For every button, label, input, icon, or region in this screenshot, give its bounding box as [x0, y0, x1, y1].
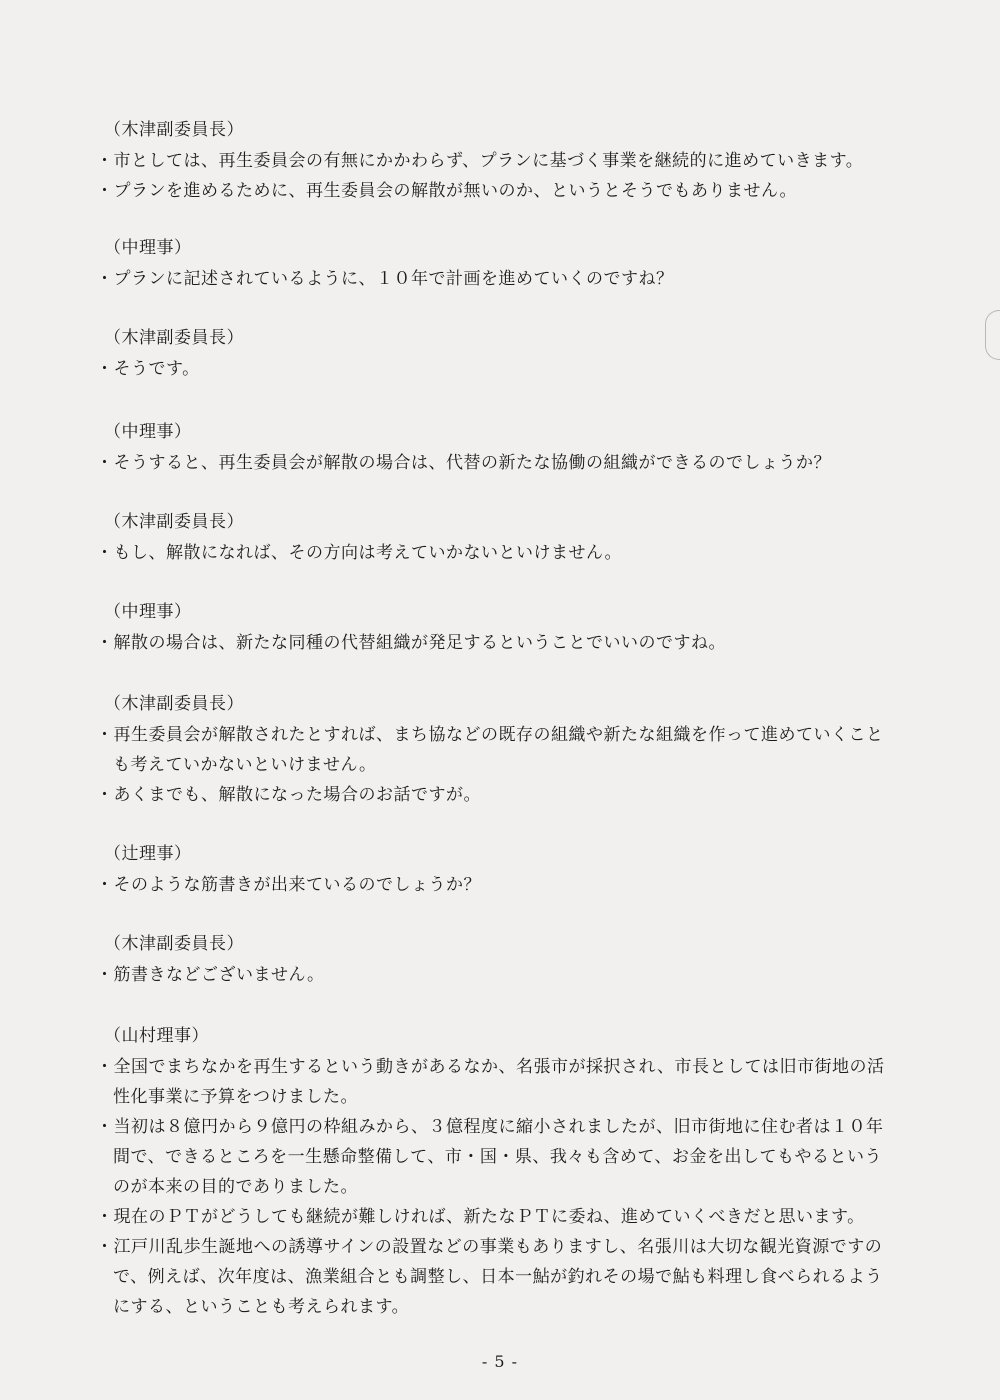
speech-block-naka-2 [96, 420, 926, 478]
speech-block-kizu-4 [96, 692, 926, 810]
speaker-label: （山村理事） [104, 1026, 209, 1046]
speaker-label: （中理事） [104, 602, 192, 622]
speech-line: ・現在のＰＴがどうしても継続が難しければ、新たなＰＴに委ね、進めていくべきだと思います。 [96, 1207, 865, 1227]
speaker-label: （辻理事） [104, 844, 192, 864]
speaker-label: （木津副委員長） [104, 512, 244, 532]
speaker-label: （中理事） [104, 422, 192, 442]
speech-line: ・あくまでも、解散になった場合のお話ですが。 [96, 785, 481, 805]
speech-line: ・再生委員会が解散されたとすれば、まち協などの既存の組織や新たな組織を作って進めていくこと [96, 725, 884, 745]
speech-block-kizu-2 [96, 326, 926, 384]
binding-edge-mark [985, 310, 1000, 360]
speech-line: ・全国でまちなかを再生するという動きがあるなか、名張市が採択され、市長としては旧市街地の活 [96, 1057, 885, 1077]
speaker-label: （木津副委員長） [104, 120, 244, 140]
speech-line: ・そうすると、再生委員会が解散の場合は、代替の新たな協働の組織ができるのでしょうか？ [96, 453, 831, 473]
speaker-label: （木津副委員長） [104, 694, 244, 714]
speech-line: にする、ということも考えられます。 [113, 1297, 410, 1317]
speech-block-naka-3 [96, 600, 926, 658]
speech-line: ・当初は８億円から９億円の枠組みから、３億程度に縮小されましたが、旧市街地に住む者は１０年 [96, 1117, 884, 1137]
speech-block-yamamura [96, 1024, 926, 1322]
speech-line: ・市としては、再生委員会の有無にかかわらず、プランに基づく事業を継続的に進めていきます。 [96, 151, 864, 171]
speech-line: 間で、できるところを一生懸命整備して、市・国・県、我々も含めて、お金を出してもやるという [113, 1147, 882, 1167]
speech-line: のが本来の目的でありました。 [113, 1177, 358, 1197]
page-number: - 5 - [481, 1352, 519, 1371]
speech-block-tsuji [96, 842, 926, 900]
speaker-label: （木津副委員長） [104, 934, 244, 954]
speech-line: で、例えば、次年度は、漁業組合とも調整し、日本一鮎が釣れその場で鮎も料理し食べられるよう [113, 1267, 883, 1287]
speech-line: ・解散の場合は、新たな同種の代替組織が発足するということでいいのですね。 [96, 633, 726, 653]
speech-line: ・プランを進めるために、再生委員会の解散が無いのか、というとそうでもありません。 [96, 181, 798, 201]
speech-line: ・もし、解散になれば、その方向は考えていかないといけません。 [96, 543, 623, 563]
speech-block-naka-1 [96, 236, 926, 294]
speech-line: 性化事業に予算をつけました。 [113, 1087, 358, 1107]
speaker-label: （中理事） [104, 238, 192, 258]
speech-line: ・筋書きなどございません。 [96, 965, 325, 985]
speech-line: ・江戸川乱歩生誕地への誘導サインの設置などの事業もありますし、名張川は大切な観光資源ですの [96, 1237, 883, 1257]
speech-block-kizu-3 [96, 510, 926, 568]
speech-line: ・プランに記述されているように、１０年で計画を進めていくのですね？ [96, 269, 674, 289]
speaker-label: （木津副委員長） [104, 328, 244, 348]
speech-block-kizu-1 [96, 118, 926, 206]
speech-block-kizu-5 [96, 932, 926, 990]
speech-line: ・そのような筋書きが出来ているのでしょうか？ [96, 875, 481, 895]
speech-line: も考えていかないといけません。 [113, 755, 377, 775]
speech-line: ・そうです。 [96, 359, 200, 379]
